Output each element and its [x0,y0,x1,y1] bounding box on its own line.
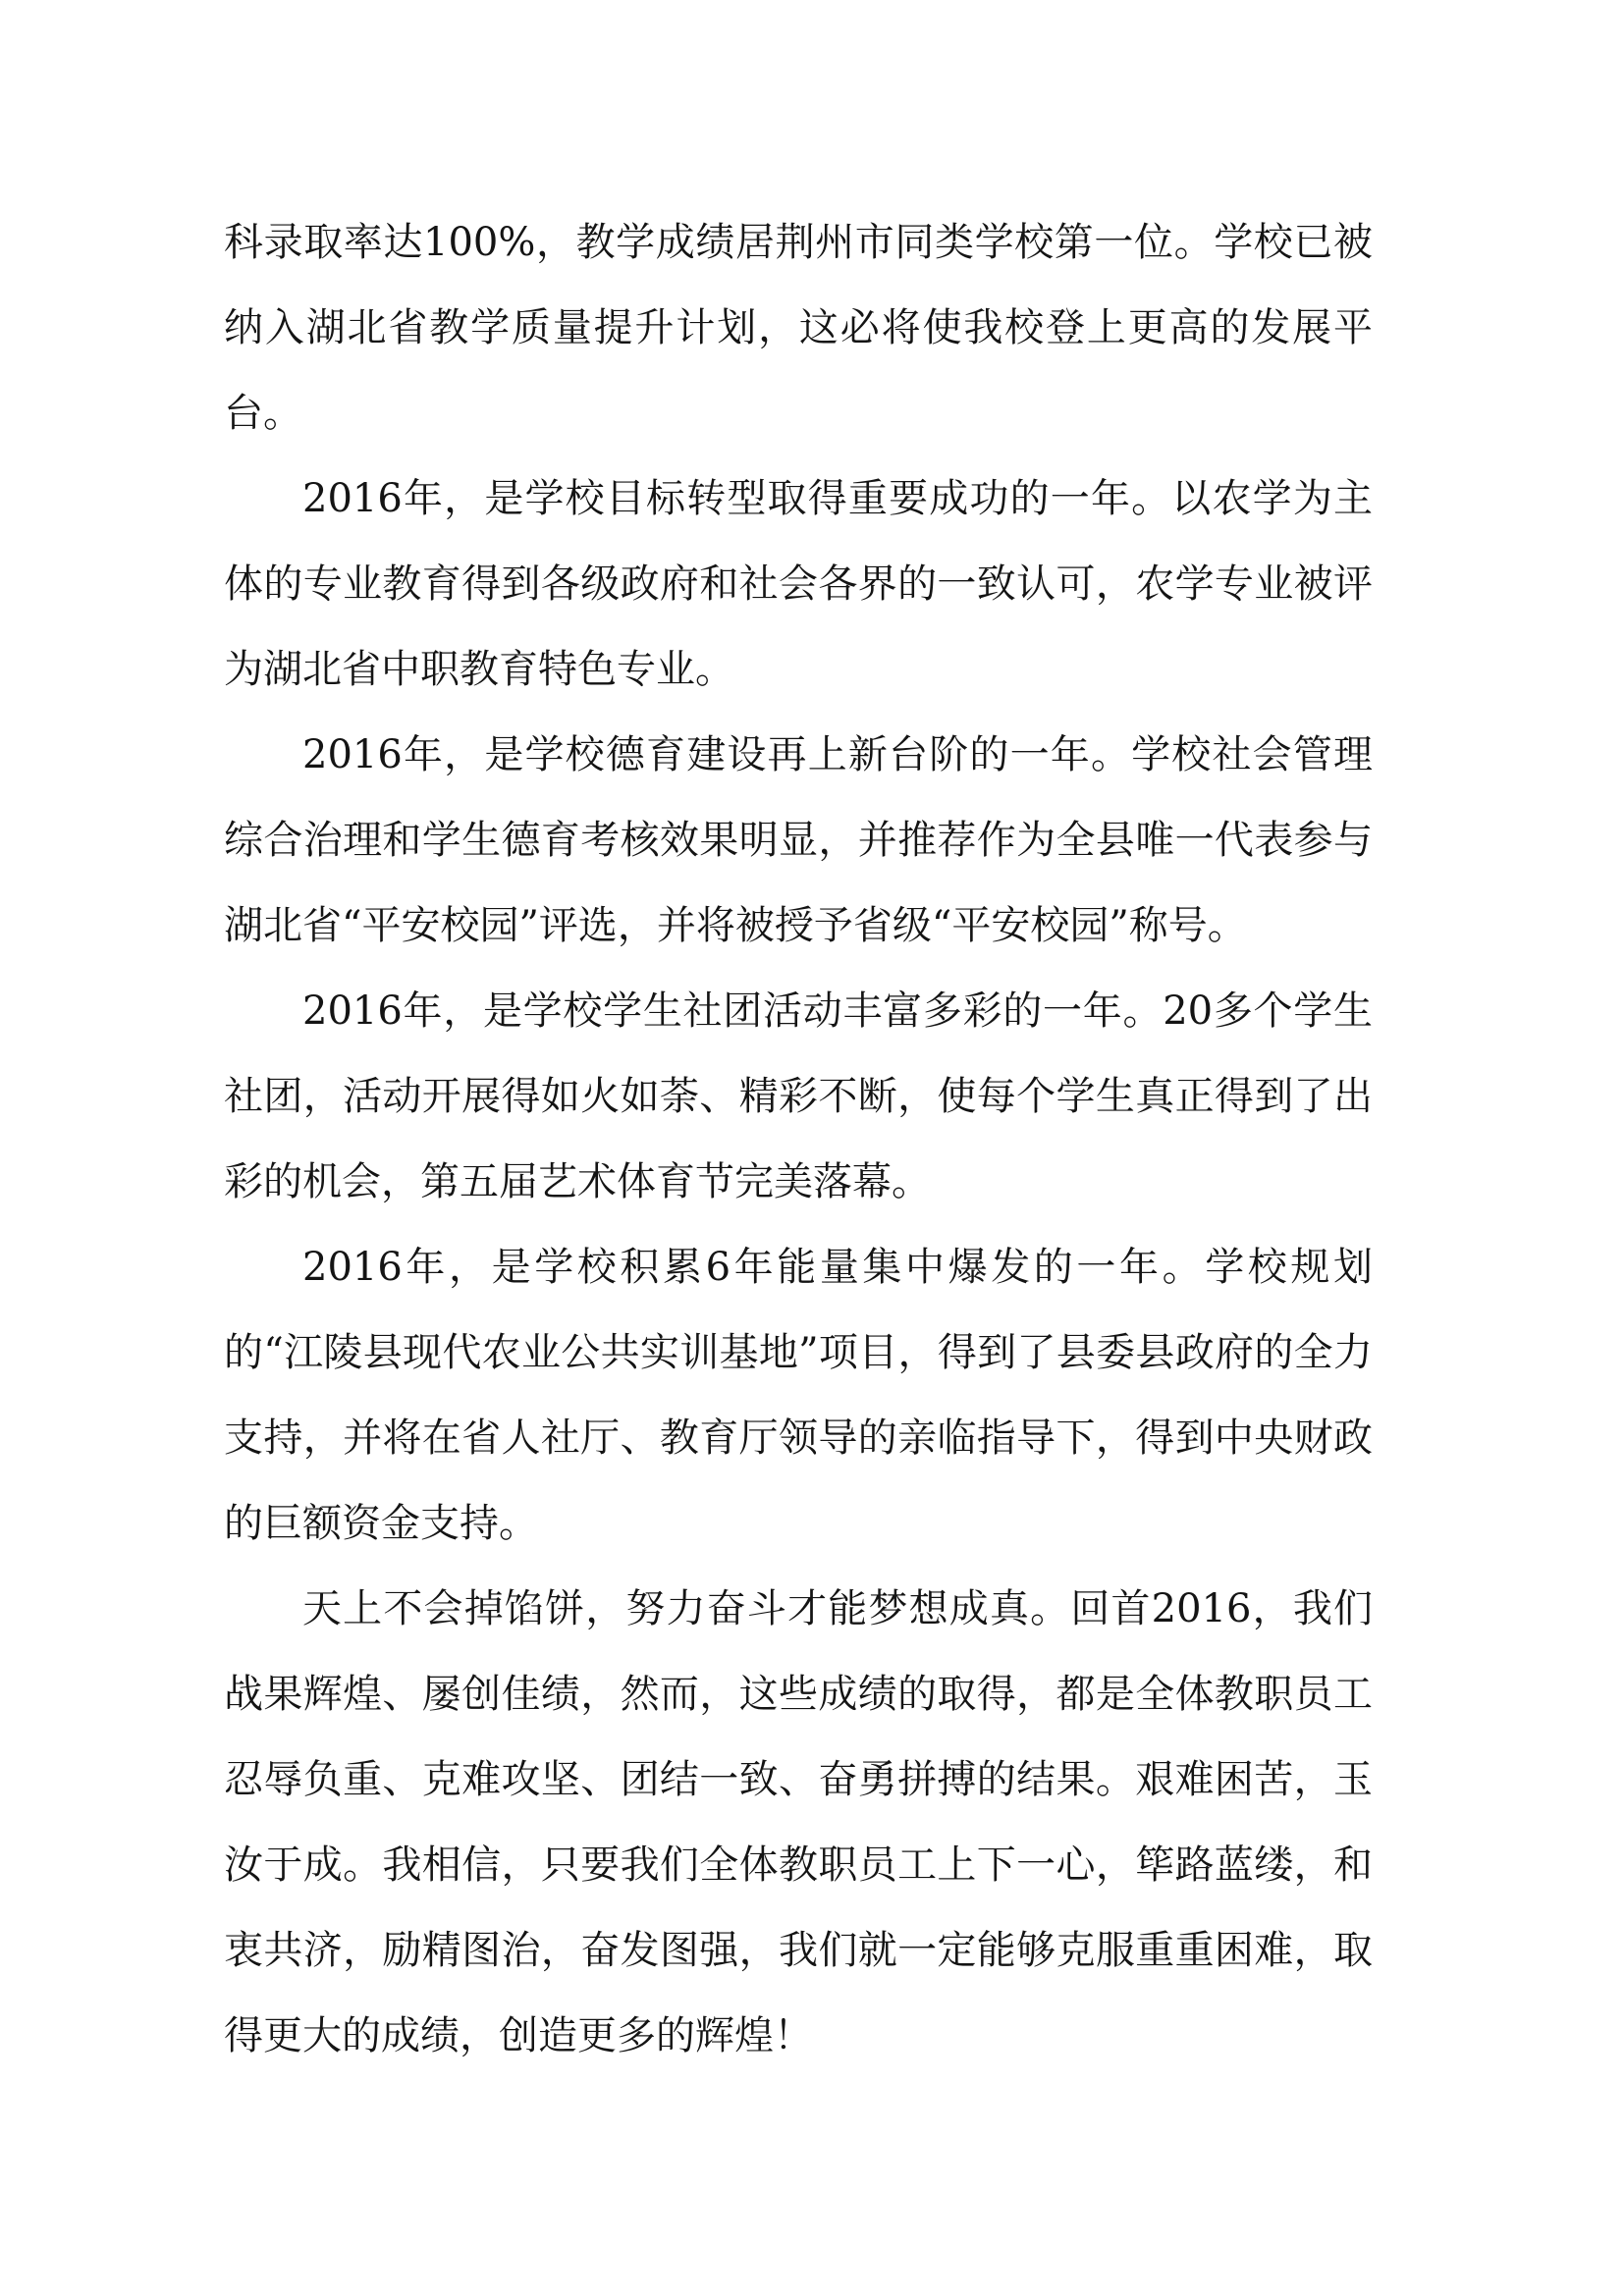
paragraph: 2016年，是学校学生社团活动丰富多彩的一年。20多个学生社团，活动开展得如火如荼、精彩不断，使每个学生真正得到了出彩的机会，第五届艺术体育节完美落幕。 [224,988,1373,1204]
document-body [224,200,1373,2079]
paragraph: 2016年，是学校德育建设再上新台阶的一年。学校社会管理综合治理和学生德育考核效果明显，并推荐作为全县唯一代表参与湖北省“平安校园”评选，并将被授予省级“平安校园”称号。 [224,732,1373,948]
paragraph: 天上不会掉馅饼，努力奋斗才能梦想成真。回首2016，我们战果辉煌、屡创佳绩，然而，这些成绩的取得，都是全体教职员工忍辱负重、克难攻坚、团结一致、奋勇拼搏的结果。艰难困苦，玉汝于成。我相信，只要我们全体教职员工上下一心，筚路蓝缕，和衷共济，励精图治，奋发图强，我们就一定能够克服重重困难，取得更大的成绩，创造更多的辉煌！ [224,1586,1373,2058]
paragraph: 科录取率达100%，教学成绩居荆州市同类学校第一位。学校已被纳入湖北省教学质量提升计划，这必将使我校登上更高的发展平台。 [224,220,1373,436]
paragraph: 2016年，是学校目标转型取得重要成功的一年。以农学为主体的专业教育得到各级政府和社会各界的一致认可，农学专业被评为湖北省中职教育特色专业。 [224,476,1373,692]
paragraph: 2016年，是学校积累6年能量集中爆发的一年。学校规划的“江陵县现代农业公共实训基地”项目，得到了县委县政府的全力支持，并将在省人社厅、教育厅领导的亲临指导下，得到中央财政的巨额资金支持。 [224,1245,1373,1546]
